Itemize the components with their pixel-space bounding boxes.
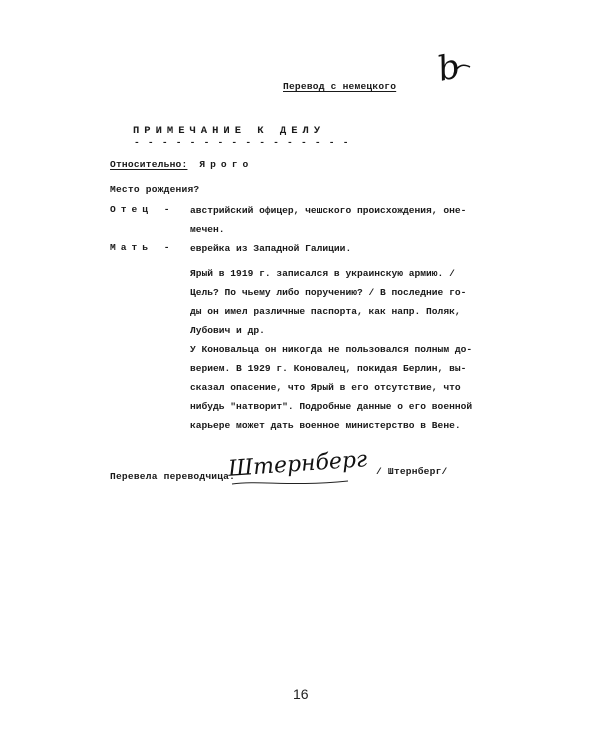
signature-flourish-icon [230, 478, 350, 488]
father-label: Отец - [110, 204, 175, 215]
para2-line-5: карьере может дать военное министерство в Вене. [190, 420, 461, 431]
birthplace-label: Место рождения? [110, 184, 200, 195]
page-number: 16 [293, 686, 309, 702]
document-title: ПРИМЕЧАНИЕ К ДЕЛУ [133, 125, 326, 137]
subject-label: Относительно: [110, 159, 188, 170]
father-line-2: мечен. [190, 224, 225, 235]
translator-signature: Штернберг [227, 447, 368, 482]
para2-line-4: нибудь "натворит". Подробные данные о его военной [190, 401, 473, 412]
archive-mark-stroke-icon [452, 62, 472, 76]
para1-line-2: Цель? По чьему либо поручению? / В последние го- [190, 287, 467, 298]
para1-line-1: Ярый в 1919 г. записался в украинскую армию. / [190, 268, 455, 279]
translation-note: Перевод с немецкого [283, 81, 397, 92]
translator-name: / Штернберг/ [376, 466, 448, 477]
para1-line-3: ды он имел различные паспорта, как напр. Поляк, [190, 306, 461, 317]
mother-label: Мать - [110, 242, 175, 253]
subject-line [110, 160, 253, 170]
archive-mark-text: b [434, 46, 464, 90]
document-title-rule: - - - - - - - - - - - - - - - - [134, 137, 350, 148]
father-line-1: австрийский офицер, чешского происхождения, оне- [190, 205, 467, 216]
para1-line-4: Лубович и др. [190, 325, 265, 336]
para2-line-2: верием. В 1929 г. Коновалец, покидая Берлин, вы- [190, 363, 467, 374]
mother-line-1: еврейка из Западной Галиции. [190, 243, 352, 254]
para2-line-3: сказал опасение, что Ярый в его отсутствие, что [190, 382, 461, 393]
translator-label: Перевела переводчица: [110, 471, 236, 482]
subject-name: Ярого [199, 159, 254, 170]
para2-line-1: У Коновальца он никогда не пользовался полным до- [190, 344, 473, 355]
